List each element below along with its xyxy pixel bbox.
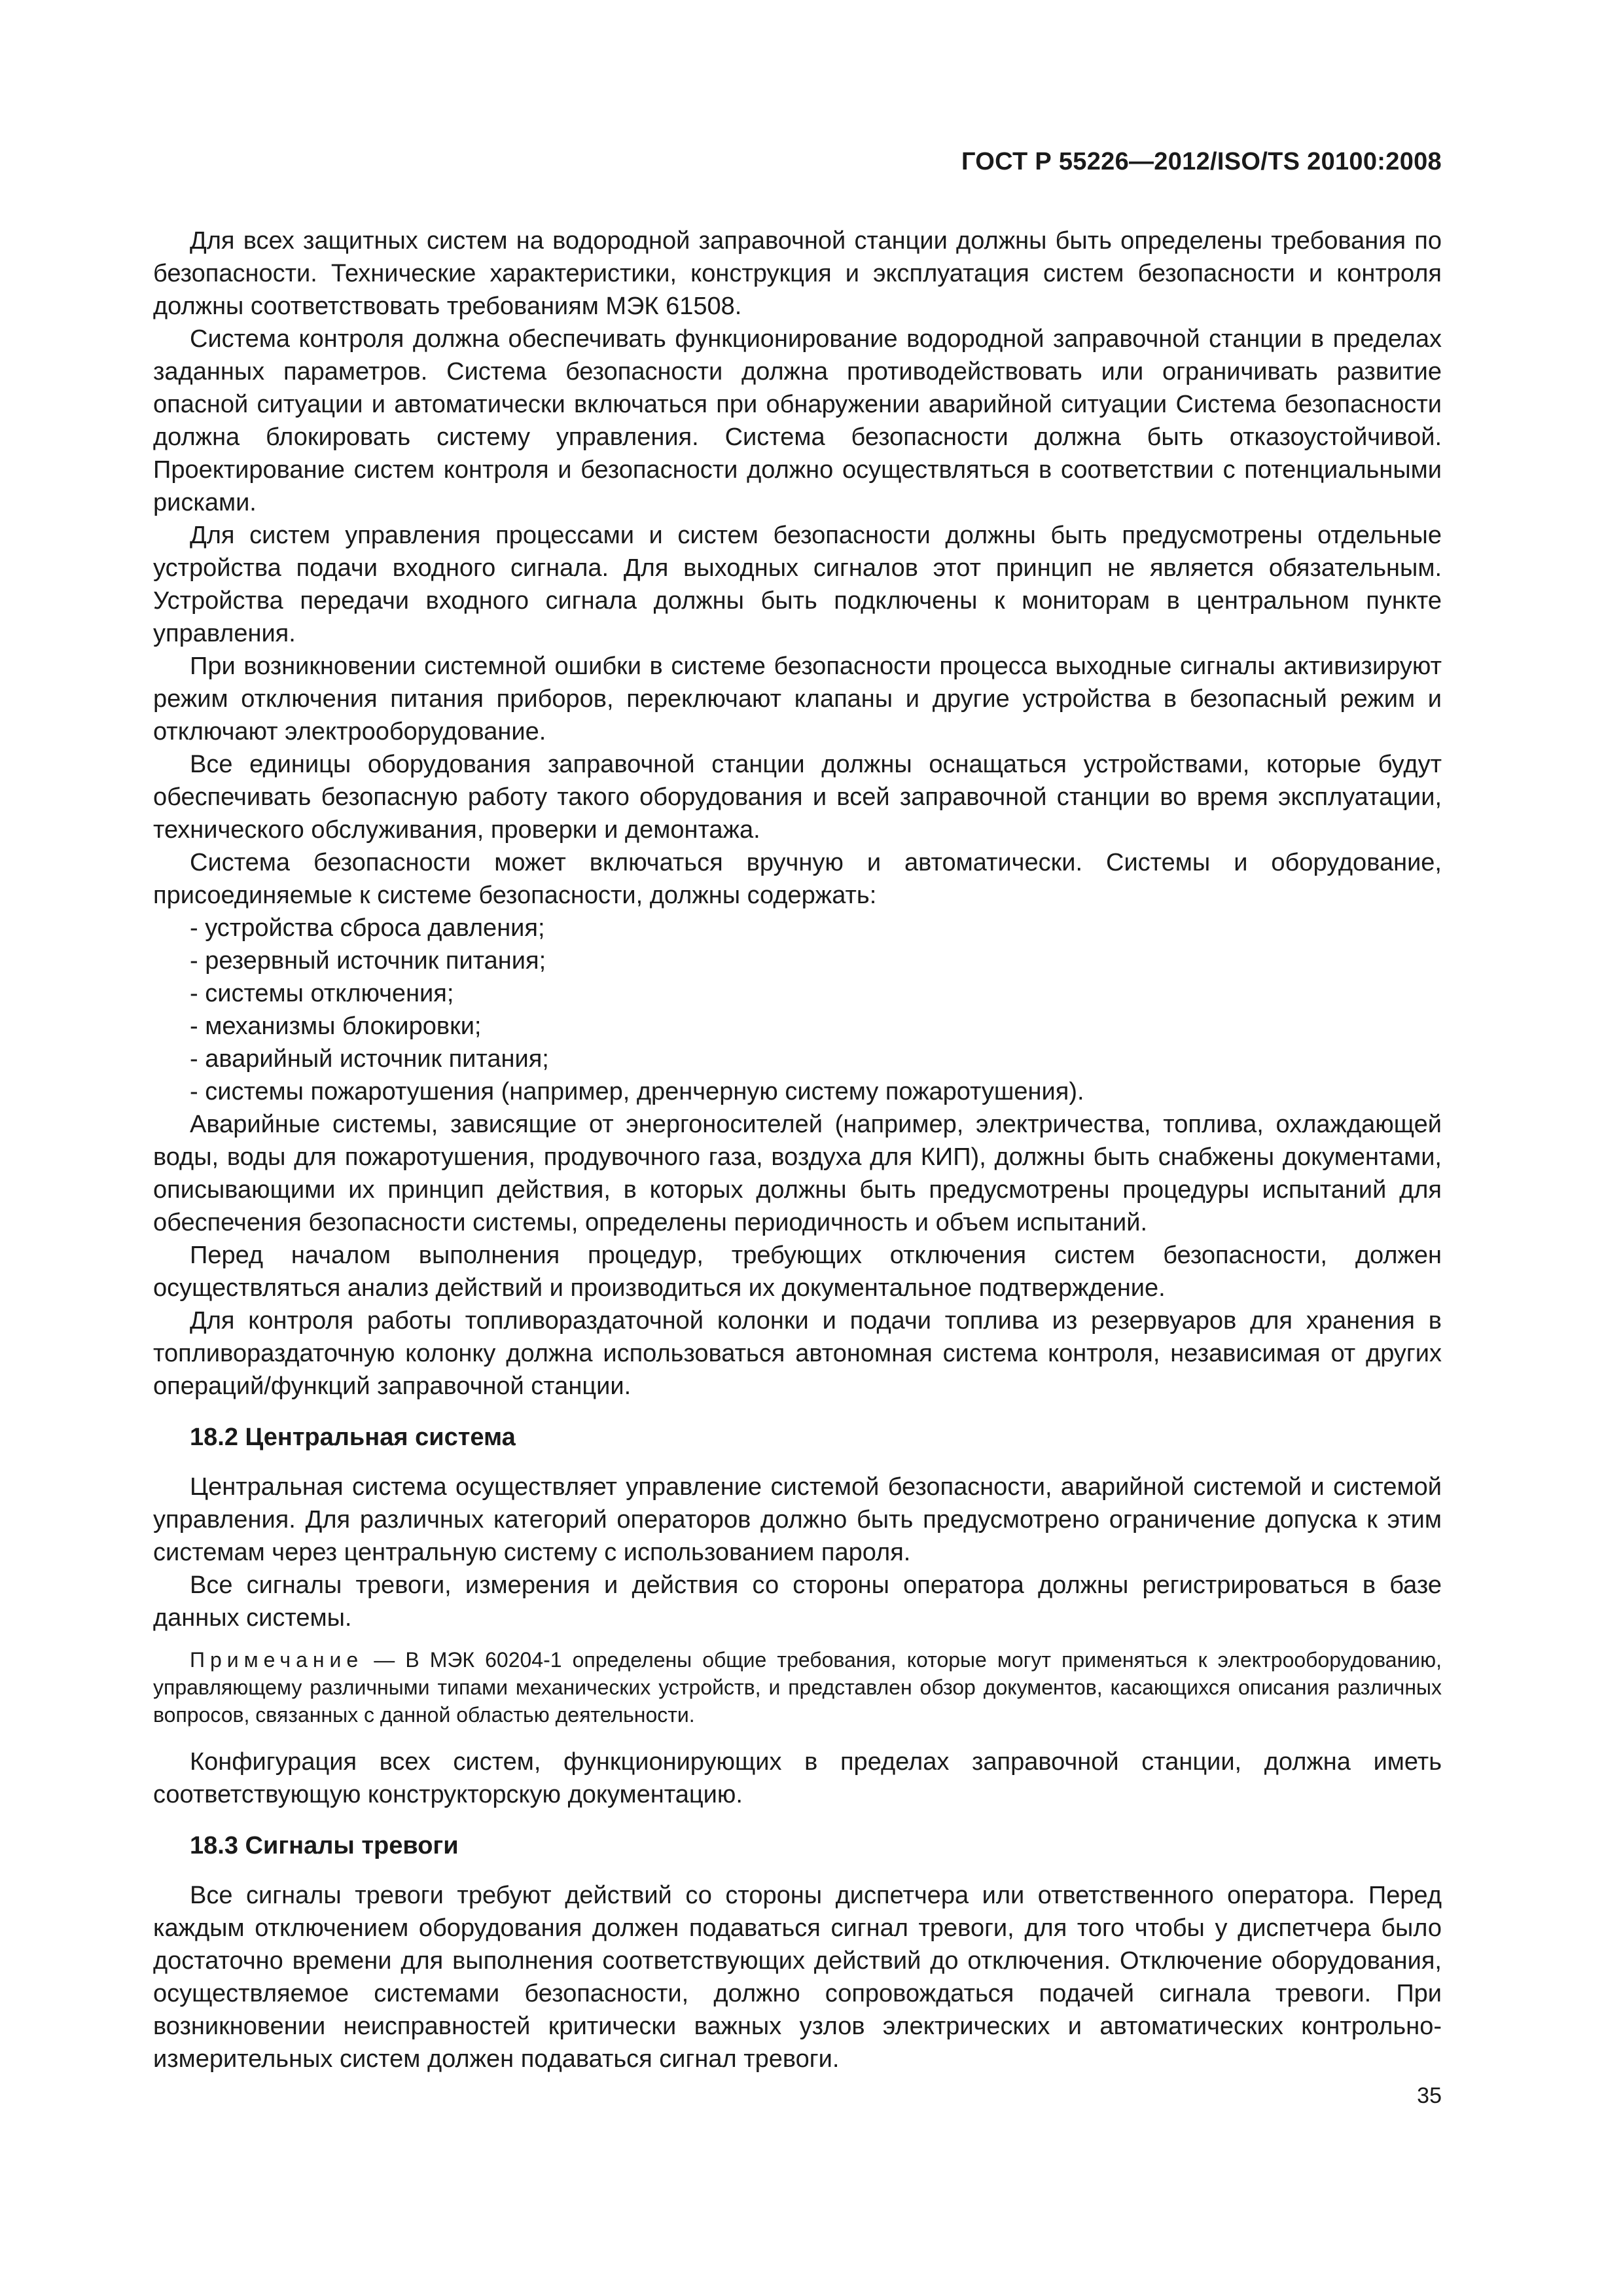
paragraph: Для контроля работы топливораздаточной колонки и подачи топлива из резервуаров для хранения в топливораздаточную колонку должна использоваться автономная система контроля, независимая от других операций/функций заправочной станции. xyxy=(153,1307,1442,1400)
standard-header: ГОСТ Р 55226—2012/ISO/TS 20100:2008 xyxy=(961,148,1442,175)
paragraph: Для всех защитных систем на водородной заправочной станции должны быть определены требования по безопасности. Технические характеристики, конструкция и эксплуатация систем безопасности и контроля должны соответствовать требованиям МЭК 61508. xyxy=(153,227,1442,320)
list-item: - резервный источник питания; xyxy=(190,947,546,975)
paragraph: Перед началом выполнения процедур, требующих отключения систем безопасности, должен осуществляться анализ действий и производиться их документальное подтверждение. xyxy=(153,1242,1442,1302)
list-item: - устройства сброса давления; xyxy=(190,914,545,942)
paragraph: Конфигурация всех систем, функционирующих в пределах заправочной станции, должна иметь соответствующую конструкторскую документацию. xyxy=(153,1748,1442,1808)
list-item: - аварийный источник питания; xyxy=(190,1045,549,1073)
note-text: — В МЭК 60204-1 определены общие требования, которые могут применяться к электрооборудованию, управляющему различными типами механических устройств, и представлен обзор документов, касающихся описания различных вопросов, связанных с данной областью деятельности. xyxy=(153,1648,1442,1727)
paragraph: Все сигналы тревоги, измерения и действия со стороны оператора должны регистрироваться в базе данных системы. xyxy=(153,1571,1442,1632)
paragraph: Система контроля должна обеспечивать функционирование водородной заправочной станции в пределах заданных параметров. Система безопасности должна противодействовать или ограничивать развитие опасной ситуации и автоматически включаться при обнаружении аварийной ситуации Система безопасности должна блокировать систему управления. Система безопасности должна быть отказоустойчивой. Проектирование систем контроля и безопасности должно осуществляться в соответствии с потенциальными рисками. xyxy=(153,325,1442,516)
document-page xyxy=(153,0,1442,2296)
paragraph: При возникновении системной ошибки в системе безопасности процесса выходные сигналы активизируют режим отключения питания приборов, переключают клапаны и другие устройства в безопасный режим и отключают электрооборудование. xyxy=(153,653,1442,745)
list-item: - системы отключения; xyxy=(190,980,454,1007)
section-heading-18-2: 18.2 Центральная система xyxy=(190,1424,516,1451)
page-number: 35 xyxy=(1417,2083,1442,2108)
paragraph: Все сигналы тревоги требуют действий со стороны диспетчера или ответственного оператора. Перед каждым отключением оборудования должен подаваться сигнал тревоги, для того чтобы у диспетчера было достаточно времени для выполнения соответствующих действий до отключения. Отключение оборудования, осуществляемое системами безопасности, должно сопровождаться подачей сигнала тревоги. При возникновении неисправностей критически важных узлов электрических и автоматических контрольно-измерительных систем должен подаваться сигнал тревоги. xyxy=(153,1882,1442,2073)
list-item: - системы пожаротушения (например, дренчерную систему пожаротушения). xyxy=(190,1078,1084,1105)
note xyxy=(153,1646,1442,1729)
paragraph: Система безопасности может включаться вручную и автоматически. Системы и оборудование, присоединяемые к системе безопасности, должны содержать: xyxy=(153,849,1442,909)
requirements-list xyxy=(153,912,1442,1108)
document-body xyxy=(153,224,1442,2075)
paragraph: Аварийные системы, зависящие от энергоносителей (например, электричества, топлива, охлаждающей воды, воды для пожаротушения, продувочного газа, воздуха для КИП), должны быть снабжены документами, описывающими их принцип действия, в которых должны быть предусмотрены процедуры испытаний для обеспечения безопасности системы, определены периодичность и объем испытаний. xyxy=(153,1111,1442,1236)
paragraph: Центральная система осуществляет управление системой безопасности, аварийной системой и системой управления. Для различных категорий операторов должно быть предусмотрено ограничение допуска к этим системам через центральную систему с использованием пароля. xyxy=(153,1473,1442,1566)
paragraph: Для систем управления процессами и систем безопасности должны быть предусмотрены отдельные устройства подачи входного сигнала. Для выходных сигналов этот принцип не является обязательным. Устройства передачи входного сигнала должны быть подключены к мониторам в центральном пункте управления. xyxy=(153,522,1442,647)
paragraph: Все единицы оборудования заправочной станции должны оснащаться устройствами, которые будут обеспечивать безопасную работу такого оборудования и всей заправочной станции во время эксплуатации, технического обслуживания, проверки и демонтажа. xyxy=(153,751,1442,844)
note-label: Примечание xyxy=(190,1648,364,1672)
list-item: - механизмы блокировки; xyxy=(190,1013,482,1040)
section-heading-18-3: 18.3 Сигналы тревоги xyxy=(190,1832,459,1859)
